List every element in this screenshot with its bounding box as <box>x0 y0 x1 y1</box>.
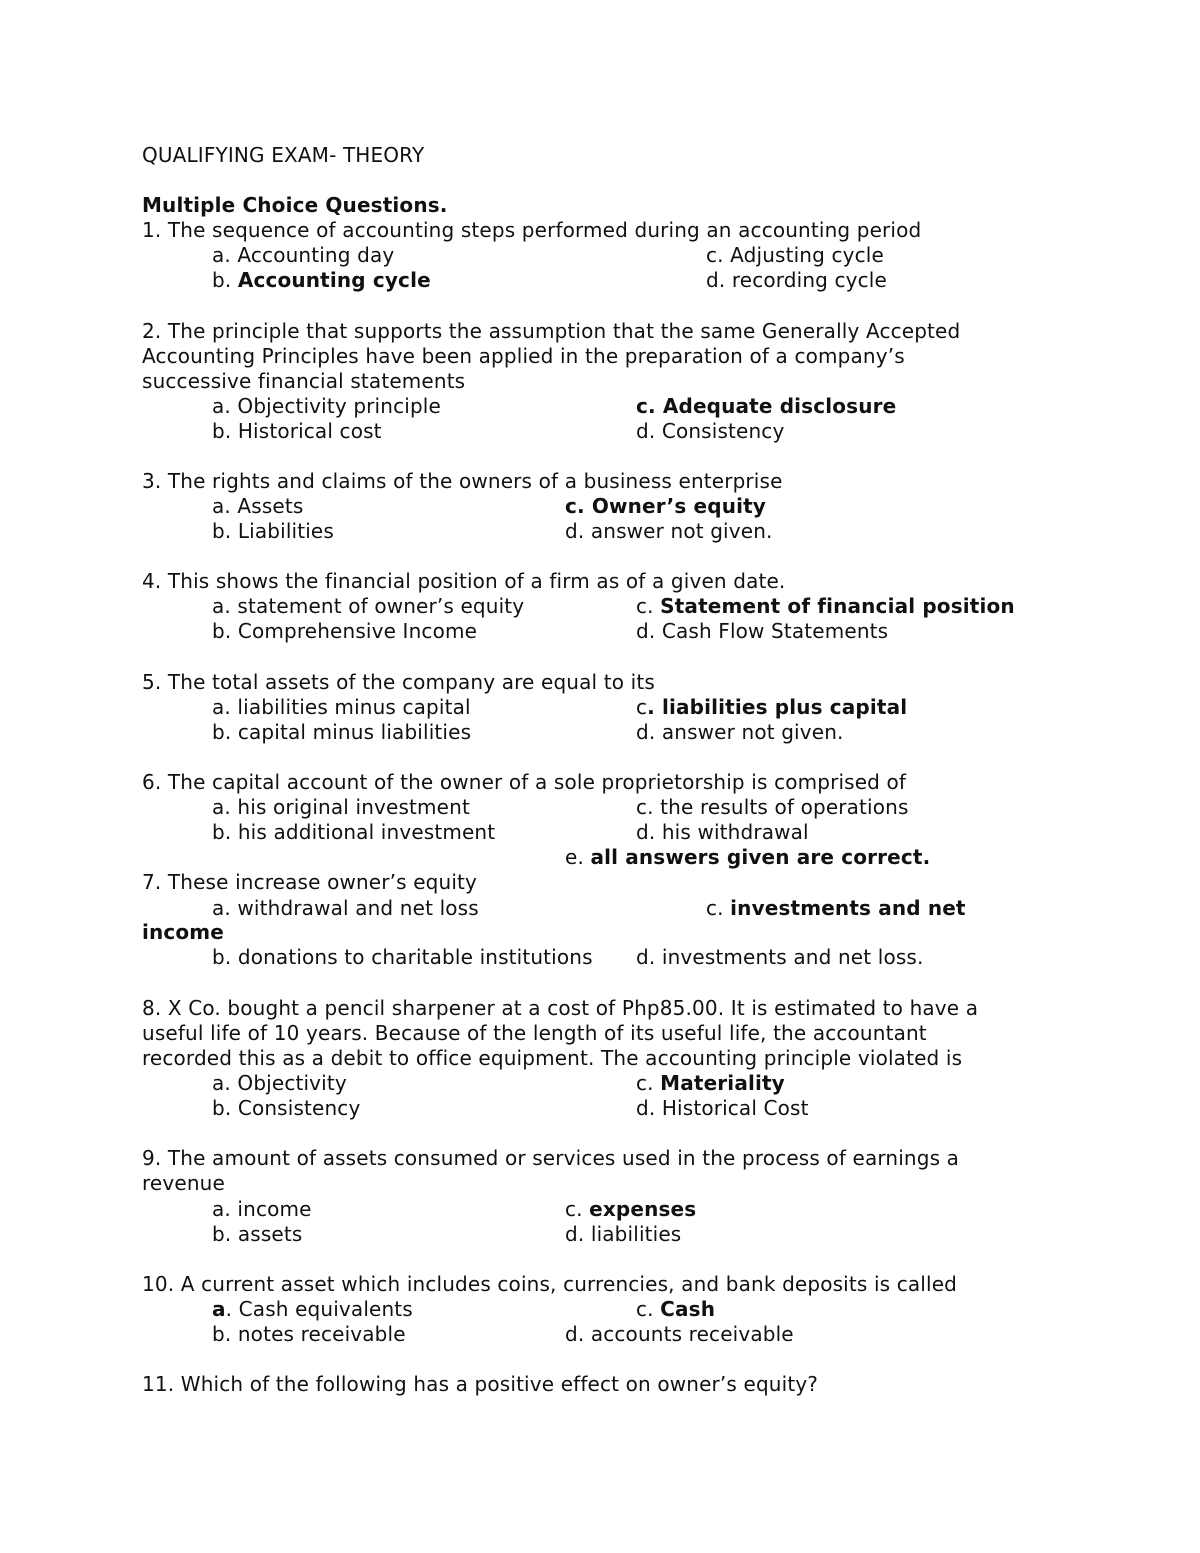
q8-option-d: d. Historical Cost <box>636 1096 809 1120</box>
q10-answer: Cash <box>660 1297 716 1321</box>
q8-option-c-letter: c. <box>636 1071 661 1095</box>
question-10-stem: 10. A current asset which includes coins, currencies, and bank deposits is called <box>142 1272 957 1296</box>
question-9-stem-line1: 9. The amount of assets consumed or services used in the process of earnings a <box>142 1146 960 1170</box>
q6-answer: all answers given are correct. <box>590 845 931 869</box>
q2-option-a: a. Objectivity principle <box>212 394 441 418</box>
q5-option-c-letter: c <box>636 695 648 719</box>
q3-option-c: c. Owner’s equity <box>565 494 766 518</box>
q3-option-b: b. Liabilities <box>212 519 334 543</box>
q5-option-c <box>636 695 907 720</box>
q5-answer: . liabilities plus capital <box>647 695 908 719</box>
q8-option-c <box>636 1071 785 1096</box>
q10-option-a-letter: a <box>212 1297 226 1321</box>
q4-option-c <box>636 594 1015 619</box>
q3-option-a: a. Assets <box>212 494 304 518</box>
q1-option-d: d. recording cycle <box>706 268 887 292</box>
q4-option-d: d. Cash Flow Statements <box>636 619 889 643</box>
q10-option-c-letter: c. <box>636 1297 661 1321</box>
q1-option-c: c. Adjusting cycle <box>706 243 884 267</box>
q2-option-d: d. Consistency <box>636 419 785 443</box>
section-heading: Multiple Choice Questions. <box>142 193 448 217</box>
q7-option-a: a. withdrawal and net loss <box>212 896 479 920</box>
q7-option-c-letter: c. <box>706 896 731 920</box>
q2-option-b: b. Historical cost <box>212 419 382 443</box>
question-1-stem: 1. The sequence of accounting steps performed during an accounting period <box>142 218 922 242</box>
question-11-stem: 11. Which of the following has a positive effect on owner’s equity? <box>142 1372 819 1396</box>
question-6-stem: 6. The capital account of the owner of a sole proprietorship is comprised of <box>142 770 907 794</box>
q8-option-a: a. Objectivity <box>212 1071 347 1095</box>
question-2-stem-line1: 2. The principle that supports the assumption that the same Generally Accepted <box>142 319 961 343</box>
q8-answer: Materiality <box>660 1071 785 1095</box>
q4-option-b: b. Comprehensive Income <box>212 619 478 643</box>
q8-option-b: b. Consistency <box>212 1096 361 1120</box>
q10-option-d: d. accounts receivable <box>565 1322 794 1346</box>
q5-option-d: d. answer not given. <box>636 720 844 744</box>
q6-option-c: c. the results of operations <box>636 795 909 819</box>
q9-answer: expenses <box>589 1197 697 1221</box>
q5-option-a: a. liabilities minus capital <box>212 695 471 719</box>
q7-option-d: d. investments and net loss. <box>636 945 924 969</box>
q1-option-b-letter: b. <box>212 268 238 292</box>
question-2-stem-line3: successive financial statements <box>142 369 466 393</box>
q1-option-a: a. Accounting day <box>212 243 395 267</box>
q9-option-d: d. liabilities <box>565 1222 682 1246</box>
q7-option-b: b. donations to charitable institutions <box>212 945 593 969</box>
q7-answer-wrap: income <box>142 920 224 944</box>
q10-option-b: b. notes receivable <box>212 1322 406 1346</box>
q7-option-c <box>706 896 966 921</box>
q9-option-b: b. assets <box>212 1222 303 1246</box>
question-9-stem-line2: revenue <box>142 1171 225 1195</box>
q10-option-a <box>212 1297 413 1322</box>
q6-option-d: d. his withdrawal <box>636 820 809 844</box>
q3-option-d: d. answer not given. <box>565 519 773 543</box>
q2-option-c: c. Adequate disclosure <box>636 394 897 418</box>
q4-option-a: a. statement of owner’s equity <box>212 594 525 618</box>
q9-option-c-letter: c. <box>565 1197 590 1221</box>
exam-title: QUALIFYING EXAM- THEORY <box>142 143 425 167</box>
question-3-stem: 3. The rights and claims of the owners of a business enterprise <box>142 469 783 493</box>
question-8-stem-line2: useful life of 10 years. Because of the length of its useful life, the accountant <box>142 1021 927 1045</box>
q5-option-b: b. capital minus liabilities <box>212 720 472 744</box>
q9-option-c <box>565 1197 696 1222</box>
question-8-stem-line1: 8. X Co. bought a pencil sharpener at a cost of Php85.00. It is estimated to have a <box>142 996 979 1020</box>
q10-option-a-text: . Cash equivalents <box>225 1297 413 1321</box>
q1-option-b <box>212 268 431 293</box>
question-2-stem-line2: Accounting Principles have been applied in the preparation of a company’s <box>142 344 905 368</box>
q4-answer: Statement of financial position <box>660 594 1015 618</box>
q7-answer: investments and net <box>730 896 966 920</box>
q10-option-c <box>636 1297 715 1322</box>
question-4-stem: 4. This shows the financial position of a firm as of a given date. <box>142 569 786 593</box>
q9-option-a: a. income <box>212 1197 312 1221</box>
question-8-stem-line3: recorded this as a debit to office equipment. The accounting principle violated is <box>142 1046 963 1070</box>
q1-answer: Accounting cycle <box>237 268 431 292</box>
q6-option-a: a. his original investment <box>212 795 470 819</box>
question-7-stem: 7. These increase owner’s equity <box>142 870 478 894</box>
q6-option-e <box>565 845 930 870</box>
q4-option-c-letter: c. <box>636 594 661 618</box>
q6-option-e-letter: e. <box>565 845 591 869</box>
q6-option-b: b. his additional investment <box>212 820 496 844</box>
question-5-stem: 5. The total assets of the company are equal to its <box>142 670 655 694</box>
